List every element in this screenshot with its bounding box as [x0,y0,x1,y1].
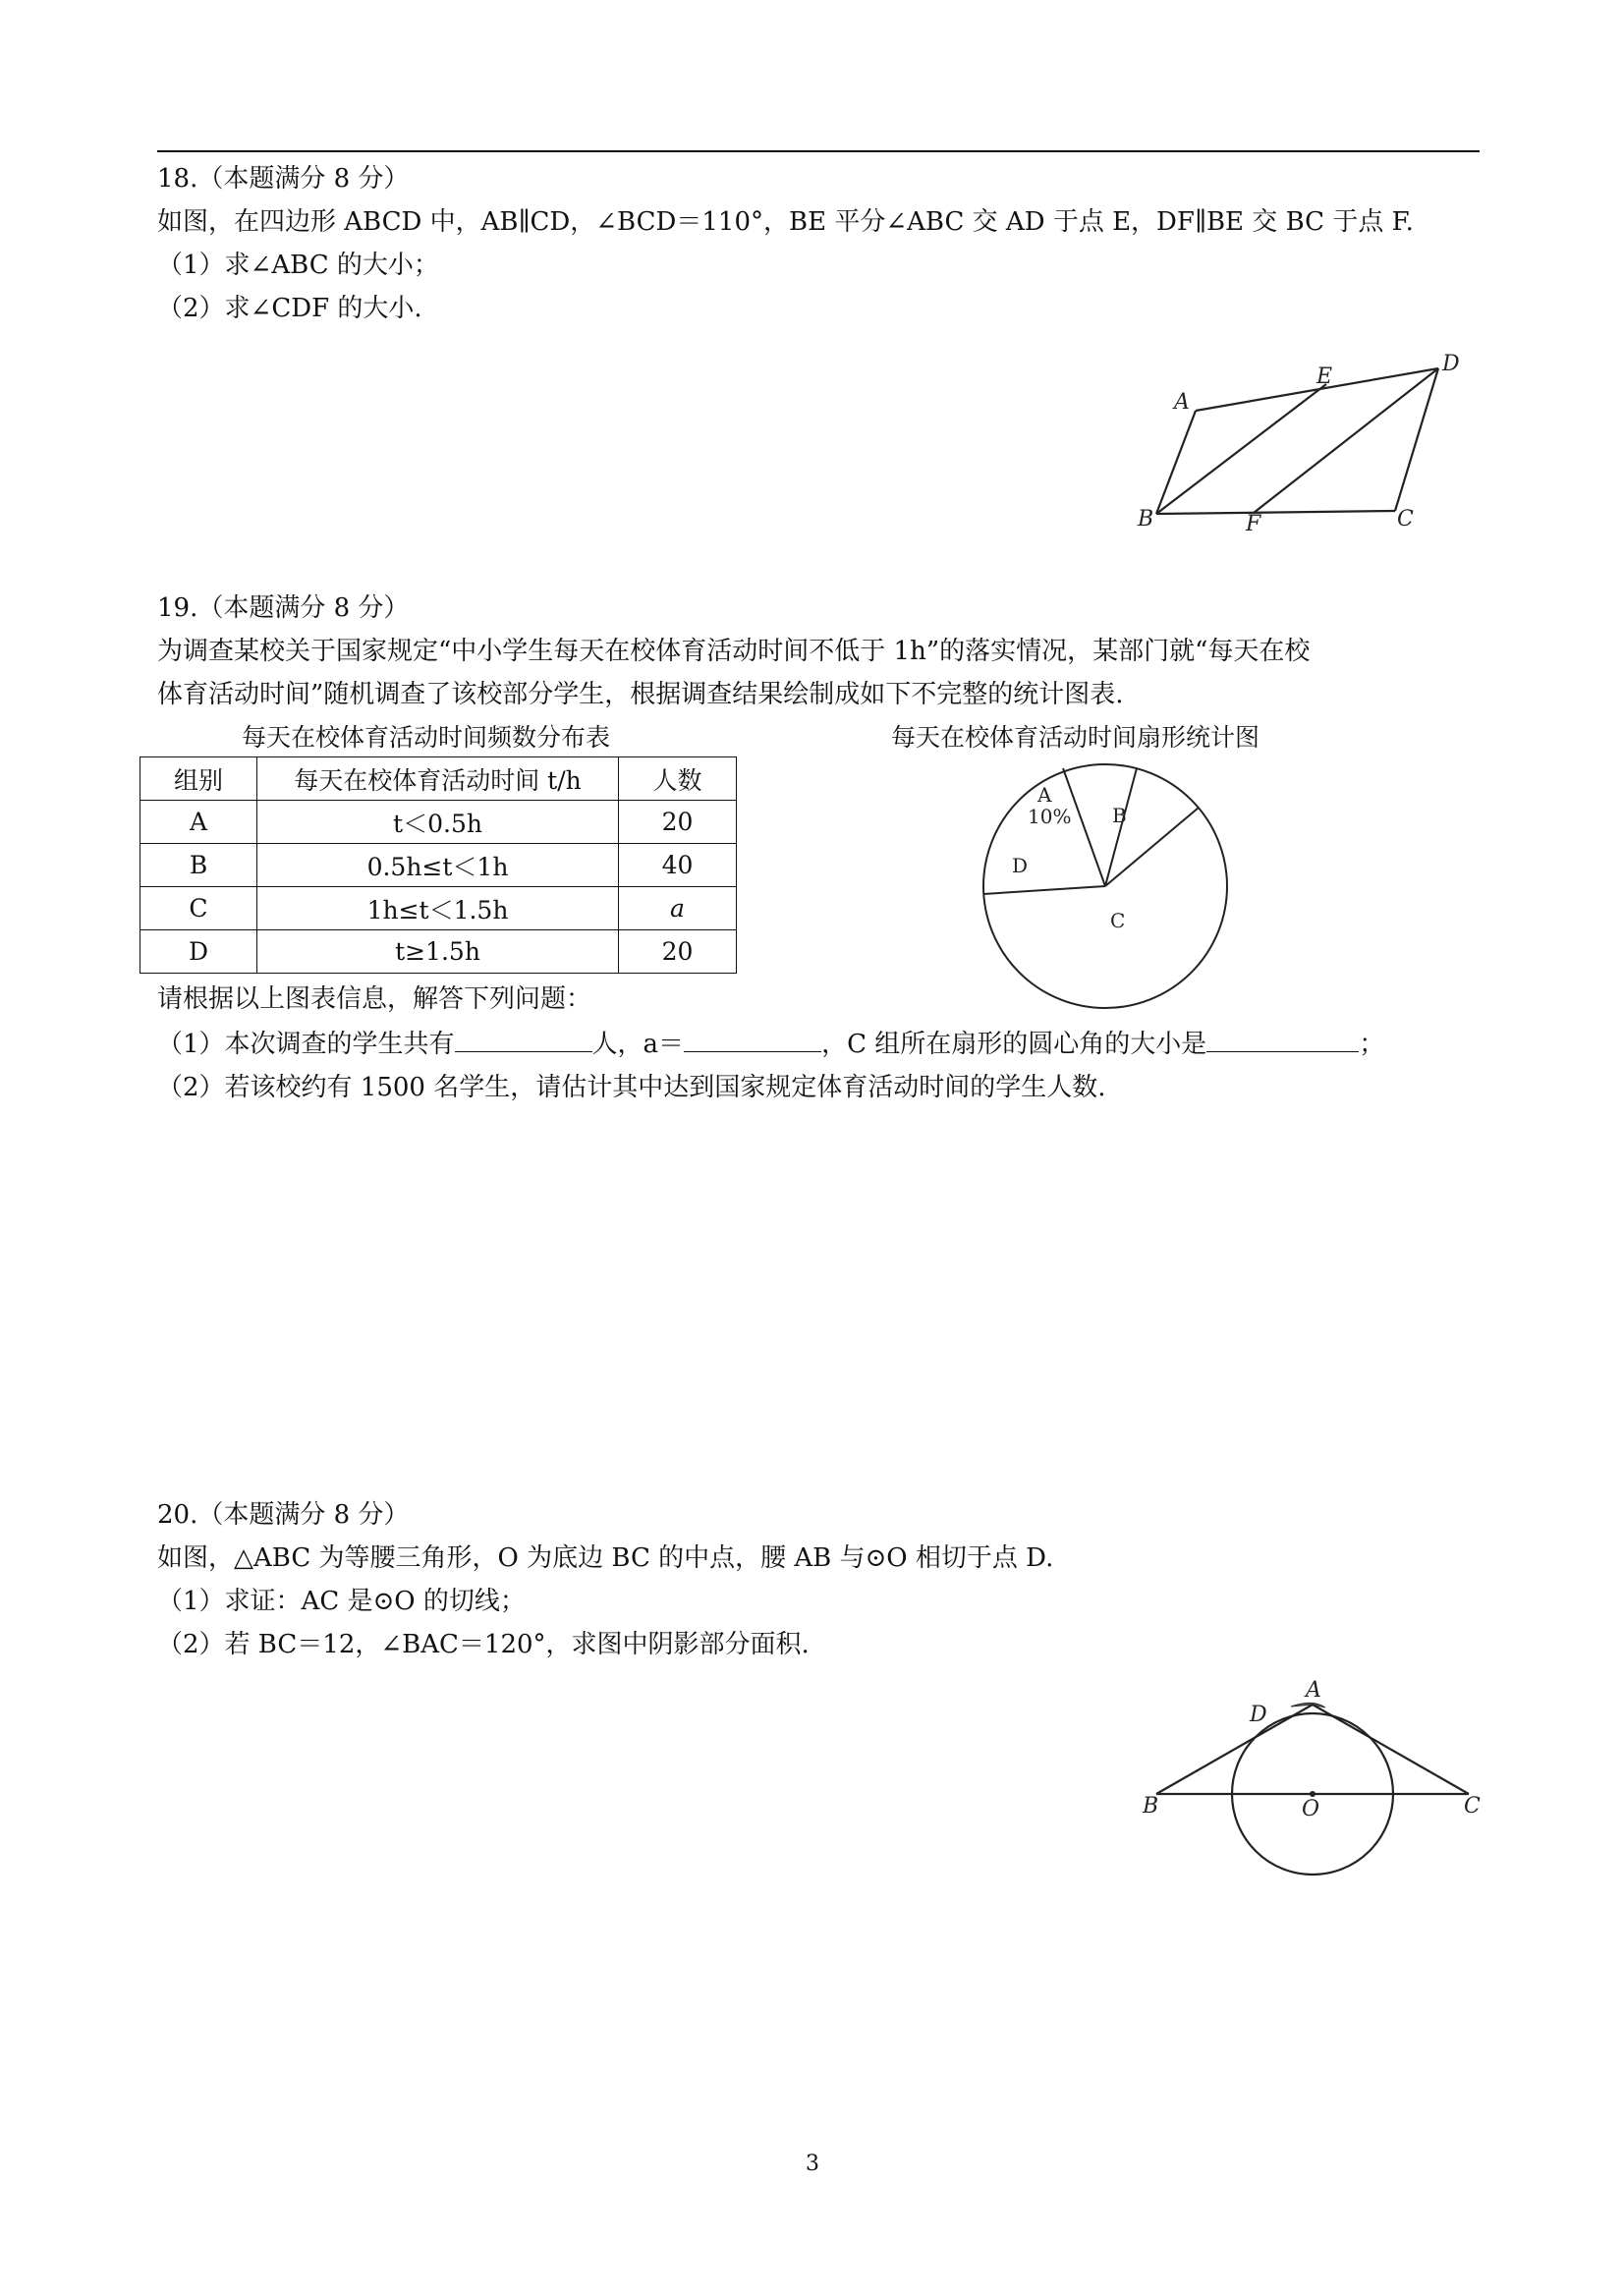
page-number: 3 [806,2152,819,2176]
table-cell: 40 [619,844,737,887]
table-cell: t≥1.5h [257,930,619,974]
pie-label-B: B [1112,804,1127,827]
q19-pie-title: 每天在校体育活动时间扇形统计图 [891,723,1260,752]
label-B: B [1143,1794,1159,1819]
pie-label-A: A [1037,783,1052,807]
q19-part1-text-c: ，C 组所在扇形的圆心角的大小是 [821,1030,1207,1059]
label-O: O [1302,1797,1320,1821]
table-row [140,930,737,974]
sector-edge-AB [1105,768,1137,886]
label-D: D [1442,352,1460,376]
q18-part1: （1）求∠ABC 的大小； [157,251,439,280]
segment-DC [1395,368,1438,511]
table-row [140,887,737,930]
segment-BC [1156,511,1395,514]
table-header-cell: 每天在校体育活动时间 t/h [257,757,619,801]
table-cell: 0.5h≤t＜1h [257,844,619,887]
label-A: A [1306,1678,1321,1703]
label-E: E [1316,364,1333,389]
label-F: F [1246,512,1261,536]
table-header-cell: 组别 [140,757,257,801]
answer-blank-a[interactable] [684,1022,821,1052]
sector-edge-CD [983,886,1105,894]
q20-header: 20.（本题满分 8 分） [157,1500,410,1530]
table-header-row [140,757,737,801]
q20-part2: （2）若 BC＝12，∠BAC＝120°，求图中阴影部分面积. [157,1630,810,1659]
table-cell: t＜0.5h [257,801,619,844]
pie-label-A-percent: 10% [1028,805,1072,828]
q19-part1-text-d: ； [1359,1030,1385,1059]
table-cell: 20 [619,930,737,974]
table-cell: 1h≤t＜1.5h [257,887,619,930]
q20-part1: （1）求证：AC 是⊙O 的切线； [157,1587,526,1616]
table-cell: D [140,930,257,974]
label-B: B [1138,507,1154,532]
pie-label-C: C [1110,909,1126,932]
q18-quadrilateral-figure [1120,349,1493,540]
pie-label-D: D [1012,854,1029,877]
q19-prompt: 请根据以上图表信息，解答下列问题： [157,984,592,1014]
table-cell: C [140,887,257,930]
table-cell: A [140,801,257,844]
top-rule [157,150,1480,152]
q19-part1-text-b: 人，a＝ [591,1030,685,1059]
frequency-table [140,756,737,974]
label-D: D [1250,1703,1267,1727]
q20-tangent-circle-figure [1130,1670,1493,1876]
q19-part1 [157,1022,1384,1066]
pie-chart [973,756,1248,1012]
table-cell: 20 [619,801,737,844]
table-cell: B [140,844,257,887]
segment-DF [1254,368,1438,513]
table-cell: a [619,887,737,930]
answer-blank-angle[interactable] [1206,1022,1359,1052]
q18-part2: （2）求∠CDF 的大小. [157,294,422,323]
q19-part1-text-a: （1）本次调查的学生共有 [157,1030,455,1059]
q19-table-title: 每天在校体育活动时间频数分布表 [242,723,611,752]
label-A: A [1174,390,1190,415]
q18-header: 18.（本题满分 8 分） [157,164,410,194]
q19-stem-line1: 为调查某校关于国家规定“中小学生每天在校体育活动时间不低于 1h”的落实情况，某部门就“每天在校 [157,637,1311,666]
label-C: C [1464,1794,1481,1819]
table-row [140,844,737,887]
q19-part2: （2）若该校约有 1500 名学生，请估计其中达到国家规定体育活动时间的学生人数. [157,1073,1106,1102]
q19-stem-line2: 体育活动时间”随机调查了该校部分学生，根据调查结果绘制成如下不完整的统计图表. [157,680,1124,709]
q20-stem: 如图，△ABC 为等腰三角形，O 为底边 BC 的中点，腰 AB 与⊙O 相切于点 D. [157,1543,1054,1573]
table-header-cell: 人数 [619,757,737,801]
answer-blank-total[interactable] [455,1022,592,1052]
table-row [140,801,737,844]
q18-stem: 如图，在四边形 ABCD 中，AB∥CD，∠BCD＝110°，BE 平分∠ABC 交 AD 于点 E，DF∥BE 交 BC 于点 F. [157,207,1414,237]
label-C: C [1397,507,1414,532]
q19-header: 19.（本题满分 8 分） [157,593,410,623]
